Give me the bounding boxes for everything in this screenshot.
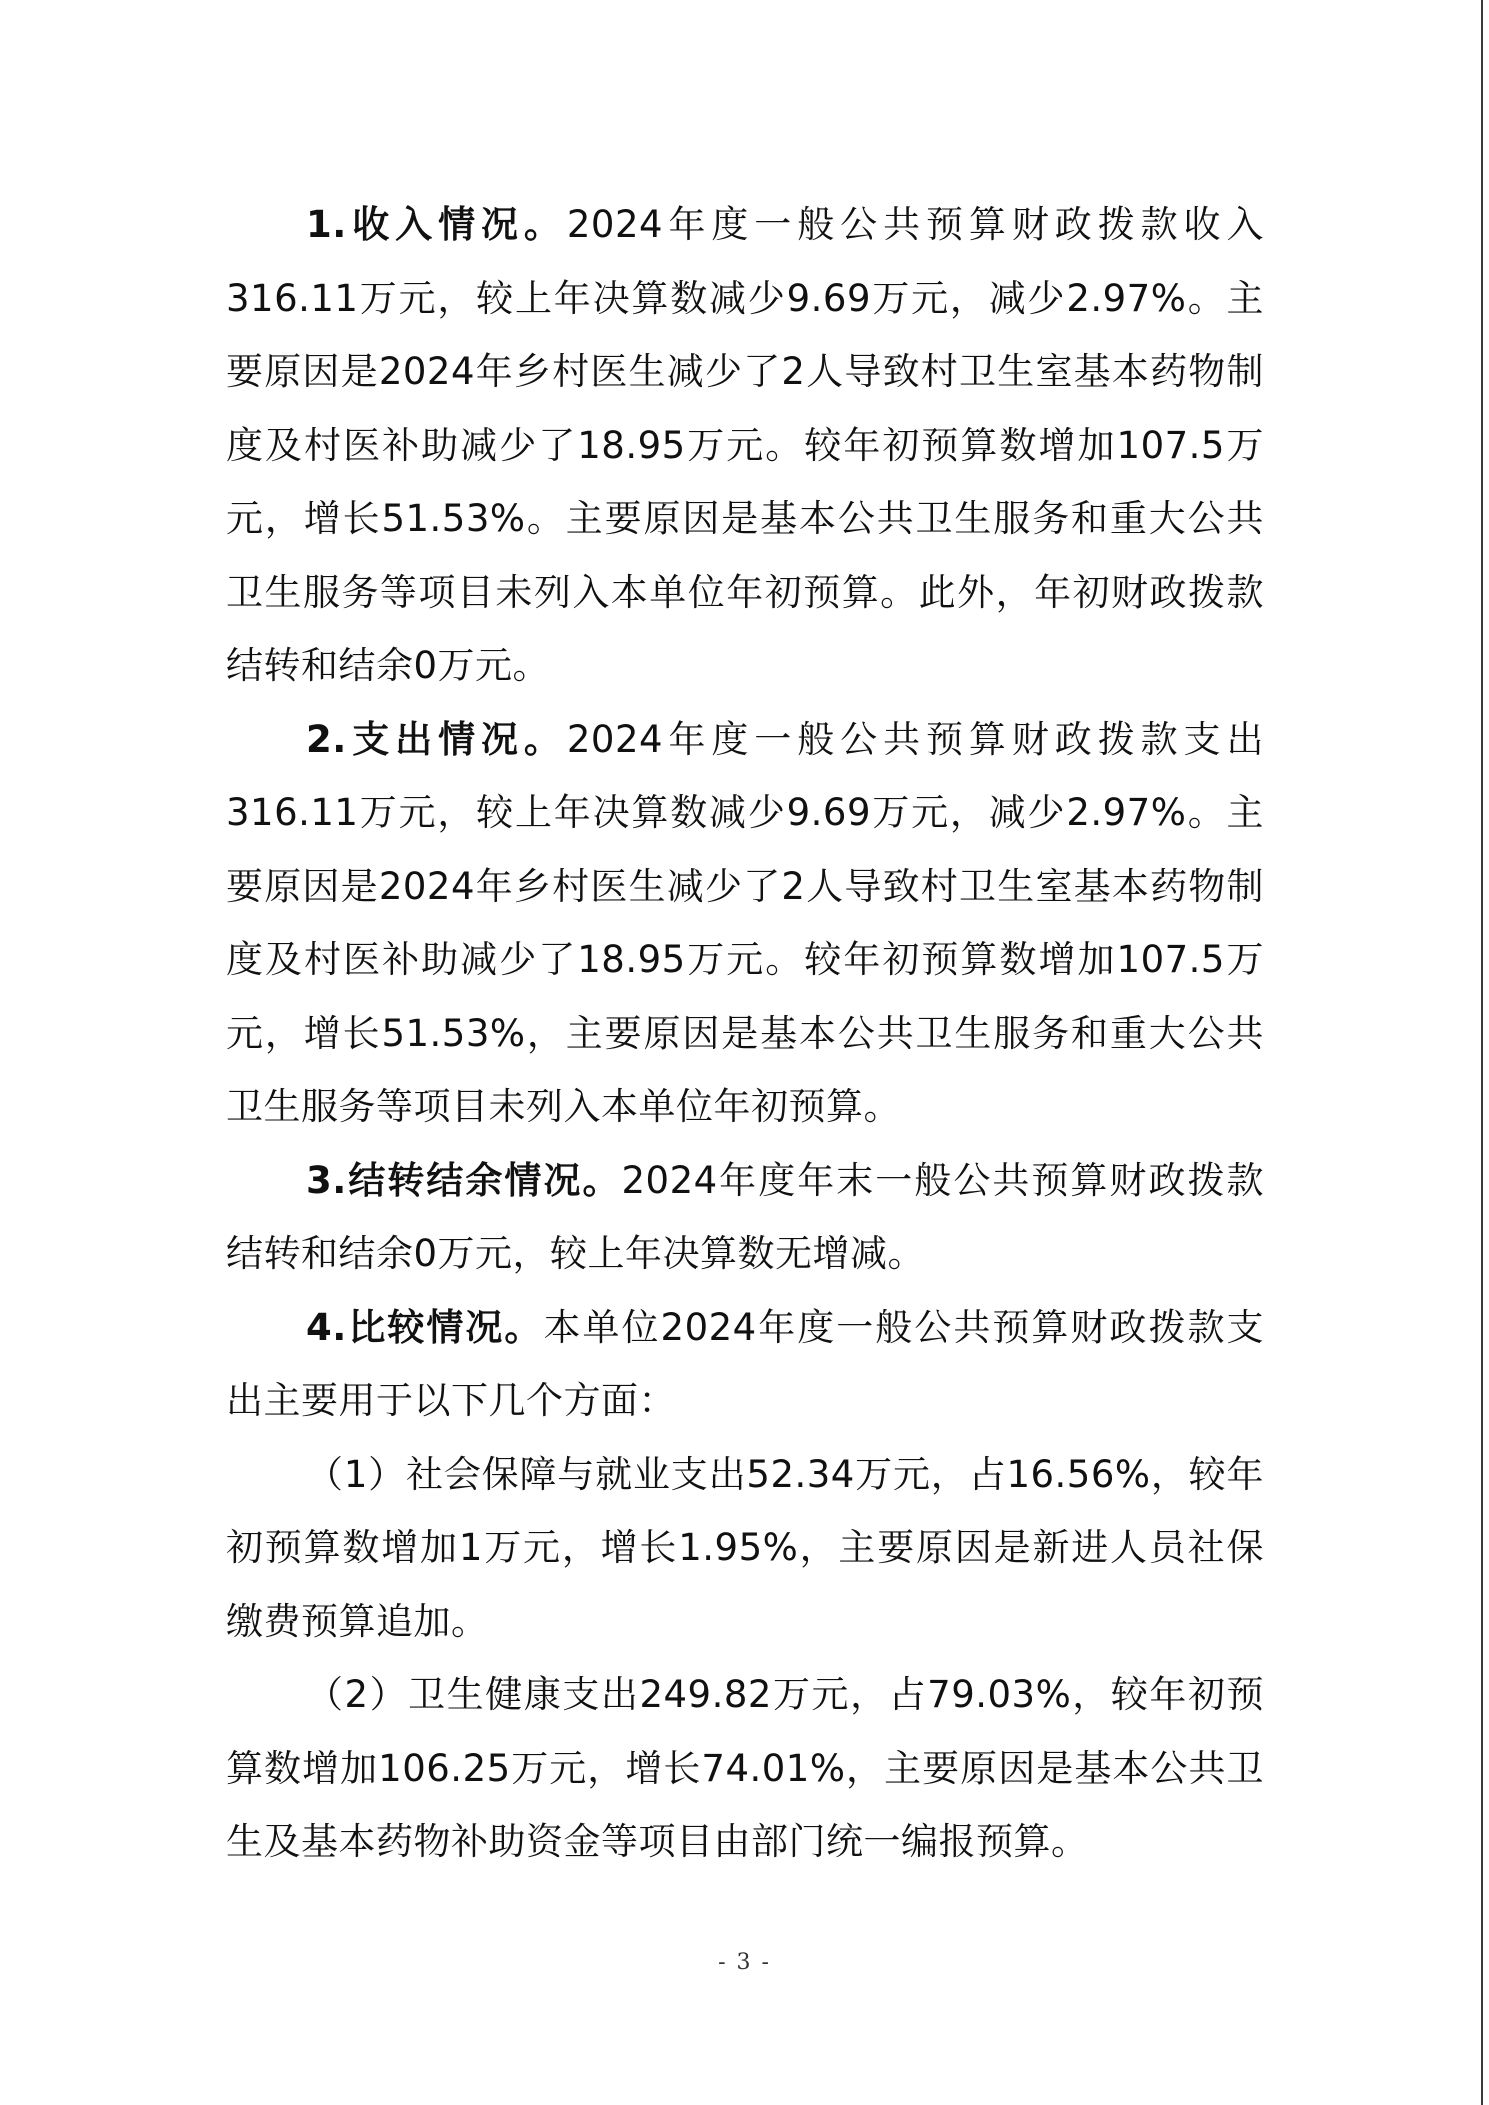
paragraph-carryover [226,1144,1264,1291]
page-edge-line [1481,0,1483,2105]
document-body [226,188,1264,1879]
paragraph-item-health [226,1658,1264,1879]
paragraph-text: （2）卫生健康支出249.82万元，占79.03%，较年初预算数增加106.25万元，增长74.01%，主要原因是基本公共卫生及基本药物补助资金等项目由部门统一编报预算。 [226,1673,1264,1863]
paragraph-text: 本单位2024年度一般公共预算财政拨款支出主要用于以下几个方面： [226,1305,1264,1422]
page-number: - 3 - [718,1950,771,1975]
paragraph-expenditure [226,703,1264,1144]
paragraph-item-social-security [226,1438,1264,1659]
paragraph-heading: 2.支出情况。 [306,717,567,761]
paragraph-heading: 1.收入情况。 [306,203,567,246]
paragraph-text: 2024年度一般公共预算财政拨款支出316.11万元，较上年决算数减少9.69万元，减少2.97%。主要原因是2024年乡村医生减少了2人导致村卫生室基本药物制度及村医补助减少了18.95万元。较年初预算数增加107.5万元，增长51.53%，主要原因是基本公共卫生服务和重大公共卫生服务等项目未列入本单位年初预算。 [226,717,1264,1128]
paragraph-text: 2024年度年末一般公共预算财政拨款结转和结余0万元，较上年决算数无增减。 [226,1158,1264,1275]
paragraph-text: 2024年度一般公共预算财政拨款收入316.11万元，较上年决算数减少9.69万元，减少2.97%。主要原因是2024年乡村医生减少了2人导致村卫生室基本药物制度及村医补助减少了18.95万元。较年初预算数增加107.5万元，增长51.53%。主要原因是基本公共卫生服务和重大公共卫生服务等项目未列入本单位年初预算。此外，年初财政拨款结转和结余0万元。 [226,203,1264,687]
paragraph-income [226,188,1264,703]
paragraph-heading: 3.结转结余情况。 [306,1158,622,1202]
paragraph-text: （1）社会保障与就业支出52.34万元，占16.56%，较年初预算数增加1万元，增长1.95%，主要原因是新进人员社保缴费预算追加。 [226,1452,1264,1643]
paragraph-heading: 4.比较情况。 [306,1305,544,1349]
paragraph-comparison [226,1291,1264,1438]
